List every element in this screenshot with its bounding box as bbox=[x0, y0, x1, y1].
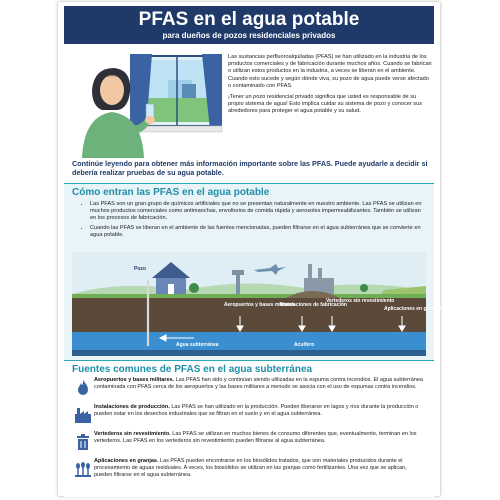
bullet-item: • Las PFAS son un gran grupo de químicos artificiales que no se presentan naturalmente en nuestro ambiente. Las PFAS se utilizan en muchos productos comerciales como antimanchas, envoltorios de comida rápida y aerosoles impermeabilizantes. También se utilizan en los procesos de fabricación. bbox=[90, 201, 424, 223]
section-title: Fuentes comunes de PFAS en el agua subterránea bbox=[72, 364, 313, 375]
source-text: Las PFAS se utilizan en muchos bienes de consumo diferentes que, eventualmente, terminan en los vertederos. Las PFAS en los vertederos sin revestimiento pueden filtrarse al agua subterránea. bbox=[94, 431, 417, 444]
source-text: Las PFAS se han utilizado en la producción. Pueden liberarse en lagos y ríos durante la producción o pueden estar en los desechos industriales que se filtran en el suelo y en el agua subterránea. bbox=[94, 404, 419, 417]
source-item bbox=[64, 404, 434, 431]
fact-sheet-page bbox=[58, 2, 440, 496]
page-title: PFAS en el agua potable bbox=[138, 9, 360, 30]
groundwater-diagram bbox=[64, 250, 442, 360]
source-lead: Instalaciones de producción. bbox=[94, 404, 170, 410]
source-text: Las PFAS pueden encontrarse en los biosólidos tratados, que son materiales producidos durante el procesamiento de aguas residuales. A veces, los biosólidos se utilizan en las granjas como fertilizantes. Una vez que se aplican, pueden filtrarse en el agua subterránea. bbox=[94, 458, 407, 478]
source-item bbox=[64, 458, 434, 485]
page-subtitle: para dueños de pozos residenciales privados bbox=[162, 31, 336, 40]
source-item bbox=[64, 431, 434, 458]
source-lead: Aeropuertos y bases militares. bbox=[94, 377, 175, 383]
crops-icon bbox=[74, 460, 92, 478]
intro-paragraph-2: ¡Tener un pozo residencial privado significa que usted es responsable de su propio sistema de agua! Esto implica cuidar su sistema de pozo y conocer sus alrededores para proteger el agua potable y su salud. bbox=[228, 94, 423, 115]
source-lead: Vertederos sin revestimiento. bbox=[94, 431, 171, 437]
label-airports: Aeropuertos y bases militares bbox=[224, 302, 296, 308]
section-common-sources bbox=[64, 360, 434, 497]
source-text: Las PFAS han sido y continúan siendo utilizadas en la espuma contra incendios. El agua subterránea contaminada con PFAS cerca de los aeropuertos y las bases militares a menudo se asocia con el uso de espumas contra incendios. bbox=[94, 377, 423, 390]
label-well: Pozo bbox=[134, 266, 146, 272]
label-groundwater: Agua subterránea bbox=[176, 342, 219, 348]
trash-can-icon bbox=[74, 433, 92, 451]
source-item bbox=[64, 377, 434, 404]
title-banner bbox=[64, 6, 434, 44]
bullet-item: • Cuando las PFAS se liberan en el ambiente de las fuentes mencionadas, pueden filtrarse en el agua subterránea que se convierte en agua potable. bbox=[90, 225, 424, 239]
intro-paragraph-1: Las sustancias perfluoroalquiladas (PFAS) se han utilizado en la industria de los productos comerciales y de fabricación durante muchos años. Cuando se fabrican o utilizan estos productos en la industria, a veces se liberan en el ambiente. Cuando esto sucede y según dónde viva, su pozo de agua puede verse afectado o contaminado con PFAS. bbox=[228, 54, 432, 89]
callout-text: Continúe leyendo para obtener más información importante sobre las PFAS. Puede ayudarle a decidir si debería realizar pruebas de su agua potable. bbox=[72, 159, 428, 177]
factory-icon bbox=[74, 406, 92, 424]
section-title: Cómo entran las PFAS en el agua potable bbox=[72, 187, 270, 198]
source-lead: Aplicaciones en granjas. bbox=[94, 458, 159, 464]
bullet-list bbox=[90, 201, 424, 239]
label-landfill: Vertederos sin revestimiento bbox=[326, 298, 395, 304]
woman-at-window-illustration bbox=[72, 50, 222, 158]
intro-text bbox=[228, 54, 433, 120]
label-factories: Instalaciones de fabricación bbox=[280, 302, 347, 308]
label-aquifer: Acuífero bbox=[294, 342, 315, 348]
flame-icon bbox=[74, 379, 92, 397]
section-how-pfas-enter bbox=[64, 183, 434, 251]
label-farms: Aplicaciones en granjas bbox=[384, 306, 442, 312]
